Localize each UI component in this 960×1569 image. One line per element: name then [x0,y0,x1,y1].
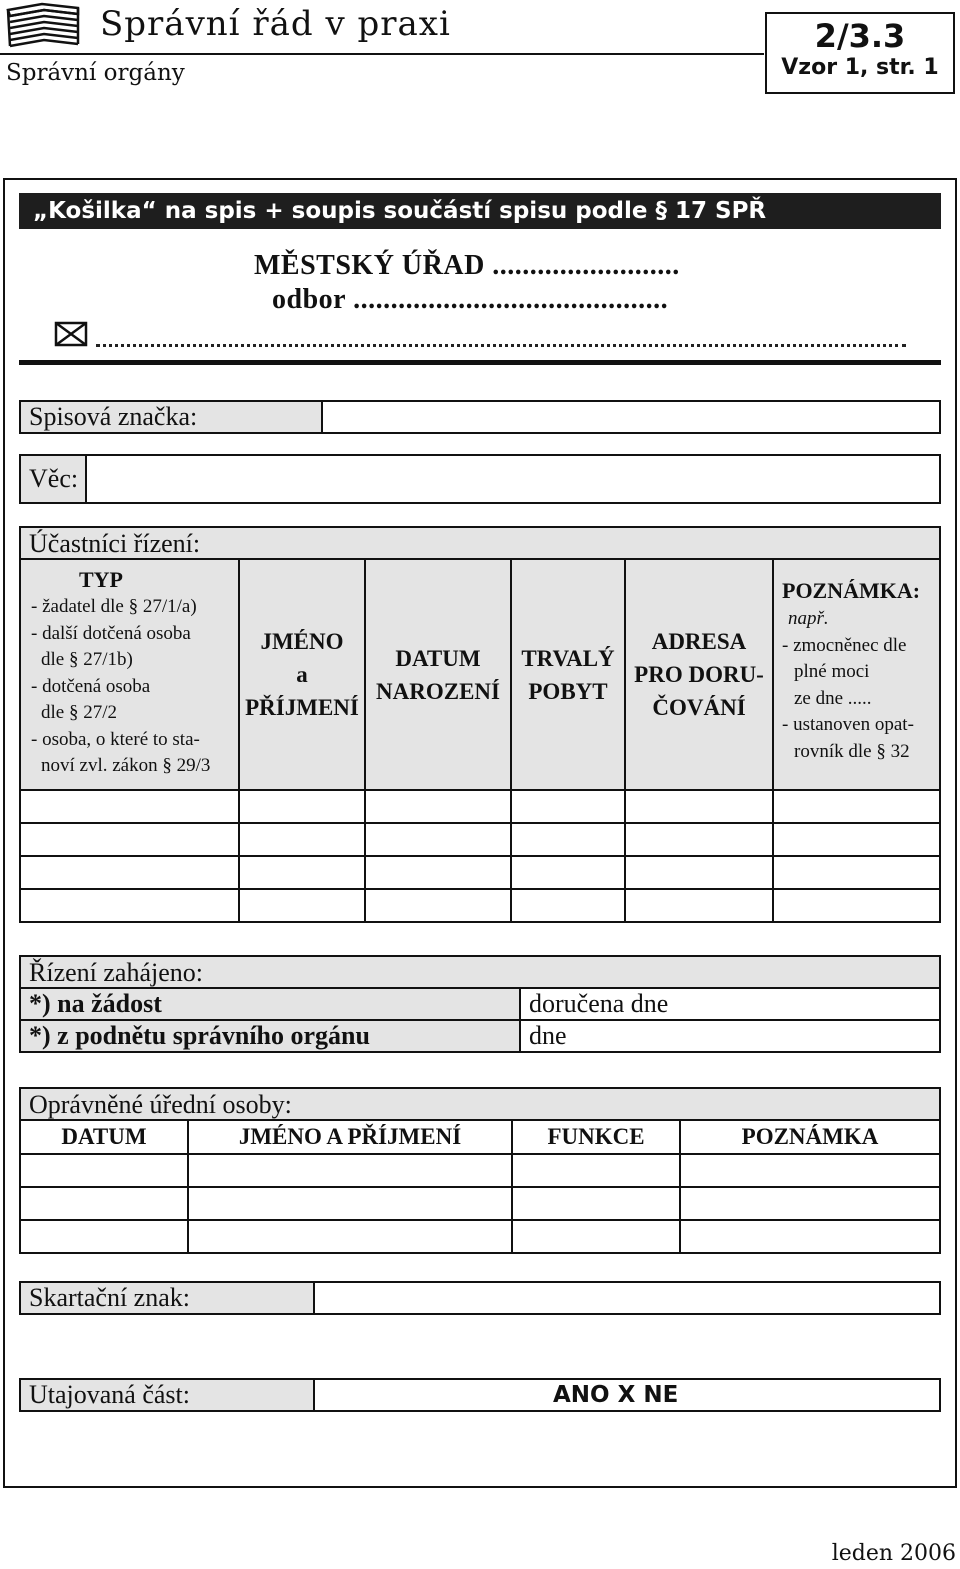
subject-label: Věc: [21,456,85,502]
table-cell[interactable] [512,1154,680,1187]
type-line: - další dotčená osoba [31,622,191,644]
note-column-header [773,559,940,790]
table-cell[interactable] [625,823,773,856]
subject-field[interactable] [85,456,941,502]
officials-column-header: JMÉNO A PŘÍJMENÍ [188,1120,512,1154]
office-name-line: MĚSTSKÝ ÚŘAD ......................... [254,250,680,281]
note-line: ze dne ..... [794,687,872,709]
envelope-icon [54,319,88,347]
table-cell[interactable] [625,889,773,922]
note-line: např. [788,608,829,629]
table-cell[interactable] [188,1154,512,1187]
type-line: - osoba, o které to sta- [31,728,200,750]
initiation-date-field[interactable]: doručena dne [520,988,940,1020]
table-row [20,823,940,856]
table-row [20,889,940,922]
table-cell[interactable] [239,790,365,823]
note-line: rovník dle § 32 [794,740,910,762]
header-line: ADRESA [651,629,747,654]
section-subtitle: Správní orgány [6,60,185,86]
header-line: PRO DORU- [634,662,764,687]
table-cell[interactable] [625,790,773,823]
table-cell[interactable] [20,1154,188,1187]
file-reference-label: Spisová značka: [21,402,321,432]
header-rule [0,53,764,55]
table-cell[interactable] [365,856,511,889]
table-cell[interactable] [680,1187,940,1220]
shredding-row [19,1281,941,1315]
header-line: NAROZENÍ [376,678,500,704]
officials-column-header: DATUM [20,1120,188,1154]
publication-title: Správní řád v praxi [100,4,451,44]
header-line: JMÉNO [260,629,344,654]
table-row [20,988,940,1020]
table-cell[interactable] [239,889,365,922]
chapter-code-box [765,12,955,94]
header-line: a [296,662,308,687]
table-row [20,1220,940,1253]
table-cell[interactable] [20,1187,188,1220]
table-cell[interactable] [20,889,239,922]
table-row [20,1187,940,1220]
table-cell[interactable] [512,1220,680,1253]
type-line: - dotčená osoba [31,675,151,697]
table-cell[interactable] [625,856,773,889]
header-line: PŘÍJMENÍ [245,695,359,720]
type-title: TYP [79,567,123,592]
table-cell[interactable] [365,790,511,823]
birth-date-column-header [365,559,511,790]
note-line: - ustanoven opat- [782,714,914,735]
type-line: - žadatel dle § 27/1/a) [31,596,197,617]
file-reference-field[interactable] [321,402,941,432]
officials-heading: Oprávněné úřední osoby: [19,1087,941,1121]
table-cell[interactable] [511,889,625,922]
books-icon [4,2,80,48]
table-row [20,1020,940,1052]
table-cell[interactable] [20,1220,188,1253]
initiation-heading: Řízení zahájeno: [19,955,941,989]
subject-row [19,454,941,504]
table-cell[interactable] [20,856,239,889]
table-cell[interactable] [239,856,365,889]
type-column-header [20,559,239,790]
note-line: plné moci [794,661,870,682]
type-line: noví zvl. zákon § 29/3 [41,755,211,776]
table-row [20,856,940,889]
table-cell[interactable] [511,790,625,823]
table-cell[interactable] [365,889,511,922]
file-reference-row [19,400,941,434]
initiation-date-field[interactable]: dne [520,1020,940,1052]
classified-field[interactable] [313,1380,941,1410]
table-cell[interactable] [773,823,940,856]
classified-row [19,1378,941,1412]
type-line: dle § 27/2 [41,702,117,723]
table-cell[interactable] [20,823,239,856]
table-cell[interactable] [512,1187,680,1220]
header-line: ČOVÁNÍ [652,695,746,720]
table-cell[interactable] [365,823,511,856]
table-cell[interactable] [239,823,365,856]
table-row [20,1154,940,1187]
form-banner: „Košilka“ na spis + soupis součástí spisu podle § 17 SPŘ [19,193,941,229]
pattern-reference: Vzor 1, str. 1 [781,55,939,80]
table-cell[interactable] [680,1220,940,1253]
name-column-header [239,559,365,790]
address-dotted-line[interactable] [96,320,906,347]
classified-label: Utajovaná část: [21,1380,313,1410]
department-line: odbor .......................................... [272,284,669,315]
table-cell[interactable] [680,1154,940,1187]
header-line: POBYT [528,678,608,704]
note-line: - zmocněnec dle [782,634,907,656]
officials-table [19,1119,941,1254]
participants-table [19,558,941,923]
officials-column-header: FUNKCE [512,1120,680,1154]
residence-column-header [511,559,625,790]
shredding-field[interactable] [313,1283,941,1313]
initiation-option[interactable]: *) z podnětu správního orgánu [20,1020,520,1052]
table-row [20,790,940,823]
edition-date: leden 2006 [831,1541,956,1566]
initiation-table [19,987,941,1053]
participants-heading: Účastníci řízení: [19,526,941,560]
table-cell[interactable] [511,823,625,856]
header-line: DATUM [395,645,481,671]
shredding-label: Skartační znak: [21,1283,313,1313]
table-cell[interactable] [188,1187,512,1220]
officials-column-header: POZNÁMKA [680,1120,940,1154]
section-divider [19,360,941,365]
chapter-code: 2/3.3 [814,17,906,55]
classified-options[interactable]: ANO X NE [553,1382,679,1408]
type-line: dle § 27/1b) [41,649,133,670]
table-cell[interactable] [20,790,239,823]
table-cell[interactable] [511,856,625,889]
table-cell[interactable] [188,1220,512,1253]
table-cell[interactable] [773,889,940,922]
delivery-address-column-header [625,559,773,790]
table-cell[interactable] [773,790,940,823]
table-cell[interactable] [773,856,940,889]
header-line: TRVALÝ [521,645,615,671]
initiation-option[interactable]: *) na žádost [20,988,520,1020]
note-title: POZNÁMKA: [782,578,921,603]
